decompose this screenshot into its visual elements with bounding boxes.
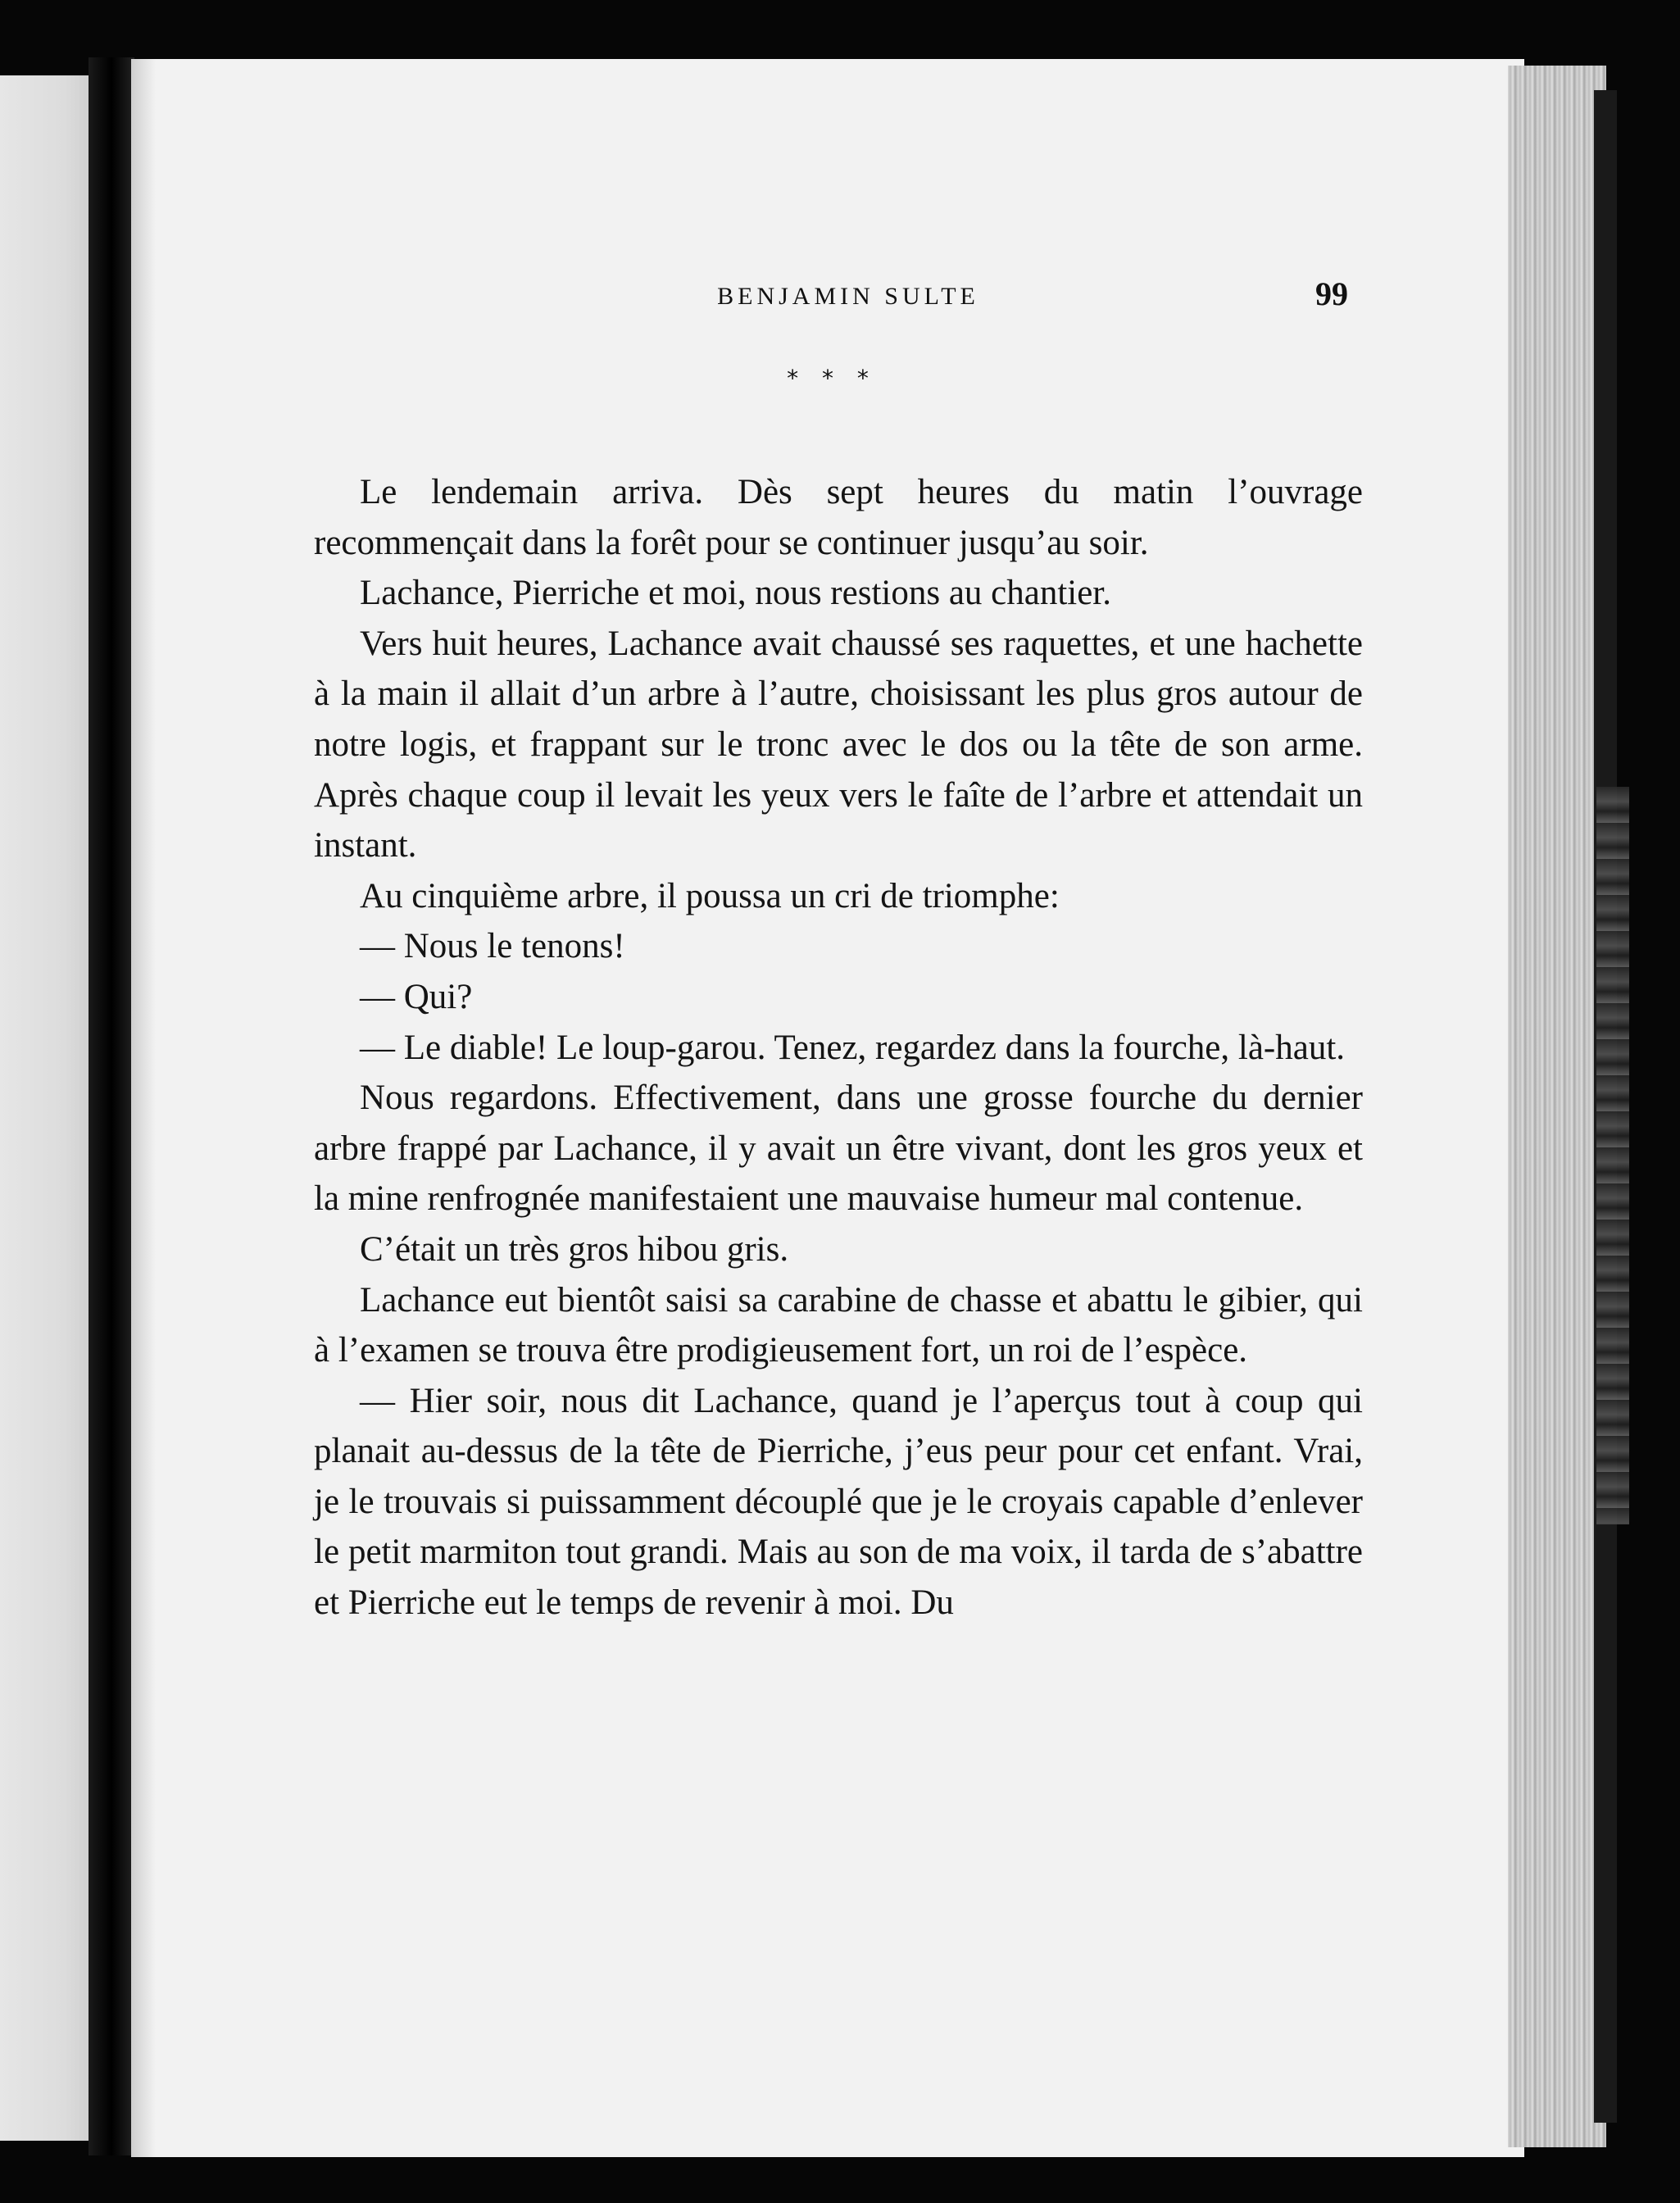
paragraph: C’était un très gros hibou gris. <box>360 1229 789 1269</box>
dialogue-line: — Hier soir, nous dit Lachance, quand je l’aperçus tout à coup qui planait au-dessus de la tête de Pierriche, j’eus peur pour cet enfant. Vrai, je le trouvais si puissamment découplé que je le croyais capable d’enlever le petit marmiton tout grandi. Mais au son de ma voix, il tarda de s’abattre et Pierriche eut le temps de revenir à moi. Du <box>314 1381 1363 1623</box>
body-text <box>314 467 1363 1628</box>
dialogue-line: — Qui? <box>360 977 473 1016</box>
paragraph: Lachance eut bientôt saisi sa carabine de chasse et abattu le gibier, qui à l’examen se trouva être prodigieusement fort, un roi de l’espèce. <box>314 1280 1363 1370</box>
page-number: 99 <box>1315 275 1348 312</box>
edge-shadow <box>1596 787 1629 1524</box>
paragraph: Vers huit heures, Lachance avait chaussé ses raquettes, et une hachette à la main il allait d’un arbre à l’autre, choisissant les plus gros autour de notre logis, et frappant sur le tronc avec le dos ou la tête de son arme. Après chaque coup il levait les yeux vers le faîte de l’arbre et attendait un instant. <box>314 624 1363 865</box>
running-head: BENJAMIN SULTE <box>717 283 979 310</box>
paragraph: Le lendemain arriva. Dès sept heures du matin l’ouvrage recommençait dans la forêt pour se continuer jusqu’au soir. <box>314 473 1363 562</box>
paragraph: Au cinquième arbre, il poussa un cri de triomphe: <box>360 876 1060 915</box>
gutter-shadow <box>131 59 156 2157</box>
book-gutter <box>89 57 134 2155</box>
dialogue-line: — Nous le tenons! <box>360 927 625 966</box>
paragraph: Lachance, Pierriche et moi, nous restions au chantier. <box>360 574 1112 613</box>
page-edges <box>1508 66 1606 2147</box>
dialogue-line: — Le diable! Le loup-garou. Tenez, regardez dans la fourche, là-haut. <box>360 1028 1346 1067</box>
paragraph: Nous regardons. Effectivement, dans une grosse fourche du dernier arbre frappé par Lachance, il y avait un être vivant, dont les gros yeux et la mine renfrognée manifestaient une mauvaise humeur mal contenue. <box>314 1079 1363 1219</box>
section-break-asterisks: * * * <box>787 365 877 392</box>
facing-page-edge <box>0 75 92 2141</box>
